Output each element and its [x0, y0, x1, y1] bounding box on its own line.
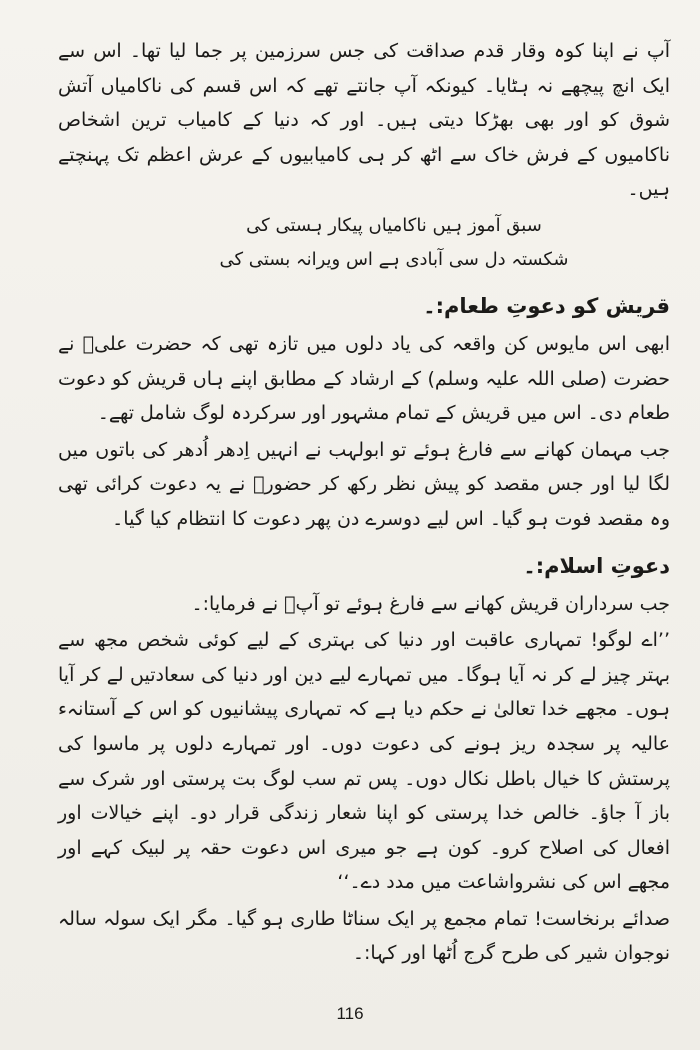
page-body: [58, 34, 670, 973]
page-number: 116: [336, 1004, 364, 1023]
heading-quraish-feast: قریش کو دعوتِ طعام:۔: [423, 293, 670, 318]
heading-invitation-islam: دعوتِ اسلام:۔: [523, 553, 670, 578]
paragraph-1: آپ نے اپنا کوہ وقار قدم صداقت کی جس سرزمین پر جما لیا تھا۔ اس سے ایک انچ پیچھے نہ ہٹایا۔ کیونکہ آپ جانتے تھے کہ اس قسم کی ناکامیاں آتش شوق کو اور بھی بھڑکا دیتی ہیں۔ اور کہ دنیا کے کامیاب ترین اشخاص ناکامیوں کے فرش خاک سے اٹھ کر ہی کامیابیوں کے عرش اعظم تک پہنچتے ہیں۔: [58, 40, 670, 201]
couplet-line-2: شکستہ دل سی آبادی ہے اس ویرانہ بستی کی: [219, 248, 569, 270]
paragraph-5: ’’اے لوگو! تمہاری عاقبت اور دنیا کی بہتری کے لیے کوئی شخص مجھ سے بہتر چیز لے کر نہ آیا ہوگا۔ میں تمہارے لیے دین اور دنیا کی سعادتیں لے کر آیا ہوں۔ مجھے خدا تعالیٰ نے حکم دیا ہے کہ تمہاری پیشانیوں کو اس کے آستانہء عالیہ پر سجدہ ریز ہونے کی دعوت دوں۔ اور تمہارے دلوں پر ماسوا کی پرستش کا خیال باطل نکال دوں۔ پس تم سب لوگ بت پرستی اور شرک سے باز آ جاؤ۔ خالص خدا پرستی کو اپنا شعار زندگی قرار دو۔ اپنے خیالات اور افعال کی اصلاح کرو۔ کون ہے جو میری اس دعوت حقہ پر لبیک کہے اور مجھے اس کی نشرواشاعت میں مدد دے۔‘‘: [58, 629, 670, 894]
paragraph-2: ابھی اس مایوس کن واقعہ کی یاد دلوں میں تازہ تھی کہ حضرت علیؓ نے حضرت (صلی اللہ علیہ وسلم) کے ارشاد کے مطابق اپنے ہاں قریش کو دعوت طعام دی۔ اس میں قریش کے تمام مشہور اور سرکردہ لوگ شامل تھے۔: [58, 332, 670, 425]
paragraph-4: جب سرداران قریش کھانے سے فارغ ہوئے تو آپؐ نے فرمایا:۔: [191, 592, 670, 615]
couplet-line-1: سبق آموز ہیں ناکامیاں پیکار ہستی کی: [246, 214, 542, 236]
paragraph-3: جب مہمان کھانے سے فارغ ہوئے تو ابولہب نے انہیں اِدھر اُدھر کی باتوں میں لگا لیا اور جس مقصد کو پیش نظر رکھ کر حضورؐ نے یہ دعوت کرائی تھی وہ مقصد فوت ہو گیا۔ اس لیے دوسرے دن پھر دعوت کا انتظام کیا گیا۔: [58, 438, 670, 530]
paragraph-6: صدائے برنخاست! تمام مجمع پر ایک سناٹا طاری ہو گیا۔ مگر ایک سولہ سالہ نوجوان شیر کی طرح گرج اُٹھا اور کہا:۔: [58, 907, 670, 965]
